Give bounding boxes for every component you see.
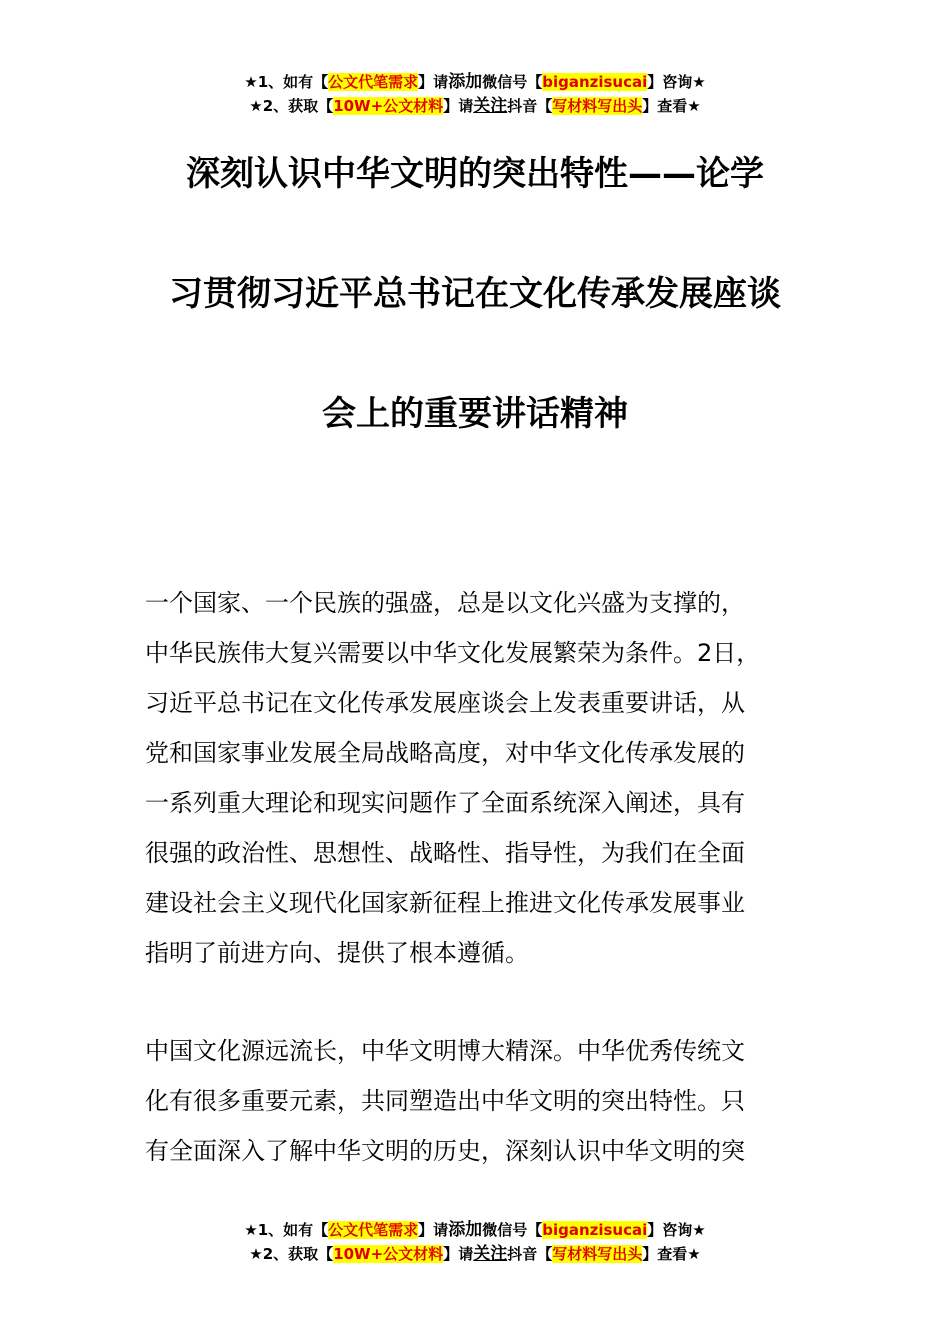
document-title [100,148,850,508]
highlight-materials: 10W+公文材料 [333,1245,444,1263]
footer-line-2: ★2、获取【10W+公文材料】请关注抖音【写材料写出头】查看★ [249,1244,701,1264]
highlight-wechat-id: biganzisucai [542,73,648,91]
paragraph-2: 中国文化源远流长，中华文明博大精深。中华优秀传统文 化有很多重要元素，共同塑造出中华文明的突出特性。只 有全面深入了解中华文明的历史，深刻认识中华文明的突 [145,1037,745,1165]
footer-banner [0,1218,950,1266]
header-line-2: ★2、获取【10W+公文材料】请关注抖音【写材料写出头】查看★ [249,96,701,116]
highlight-service: 公文代笔需求 [328,73,419,91]
highlight-materials: 10W+公文材料 [333,97,444,115]
footer-line-1: ★1、如有【公文代笔需求】请添加微信号【biganzisucai】咨询★ [244,1220,706,1240]
highlight-douyin: 写材料写出头 [552,1245,643,1263]
title-line: 会上的重要讲话精神 [322,394,628,434]
title-line: 习贯彻习近平总书记在文化传承发展座谈 [169,274,781,314]
header-line-1: ★1、如有【公文代笔需求】请添加微信号【biganzisucai】咨询★ [244,72,706,92]
highlight-douyin: 写材料写出头 [552,97,643,115]
title-line: 深刻认识中华文明的突出特性——论学 [186,154,764,194]
highlight-service: 公文代笔需求 [328,1221,419,1239]
paragraph-1: 一个国家、一个民族的强盛，总是以文化兴盛为支撑的， 中华民族伟大复兴需要以中华文化发展繁荣为条件。2日， 习近平总书记在文化传承发展座谈会上发表重要讲话，从 党和国家事业发展全局战略高度，对中华文化传承发展的 一系列重大理论和现实问题作了全面系统深入阐述，具有 很强的政治性、思想性、战略性、指导性，为我们在全面 建设社会主义现代化国家新征程上推进文化传承发展事业 指明了前进方向、提供了根本遵循。 [145,589,761,967]
highlight-wechat-id: biganzisucai [542,1221,648,1239]
header-banner [0,70,950,118]
